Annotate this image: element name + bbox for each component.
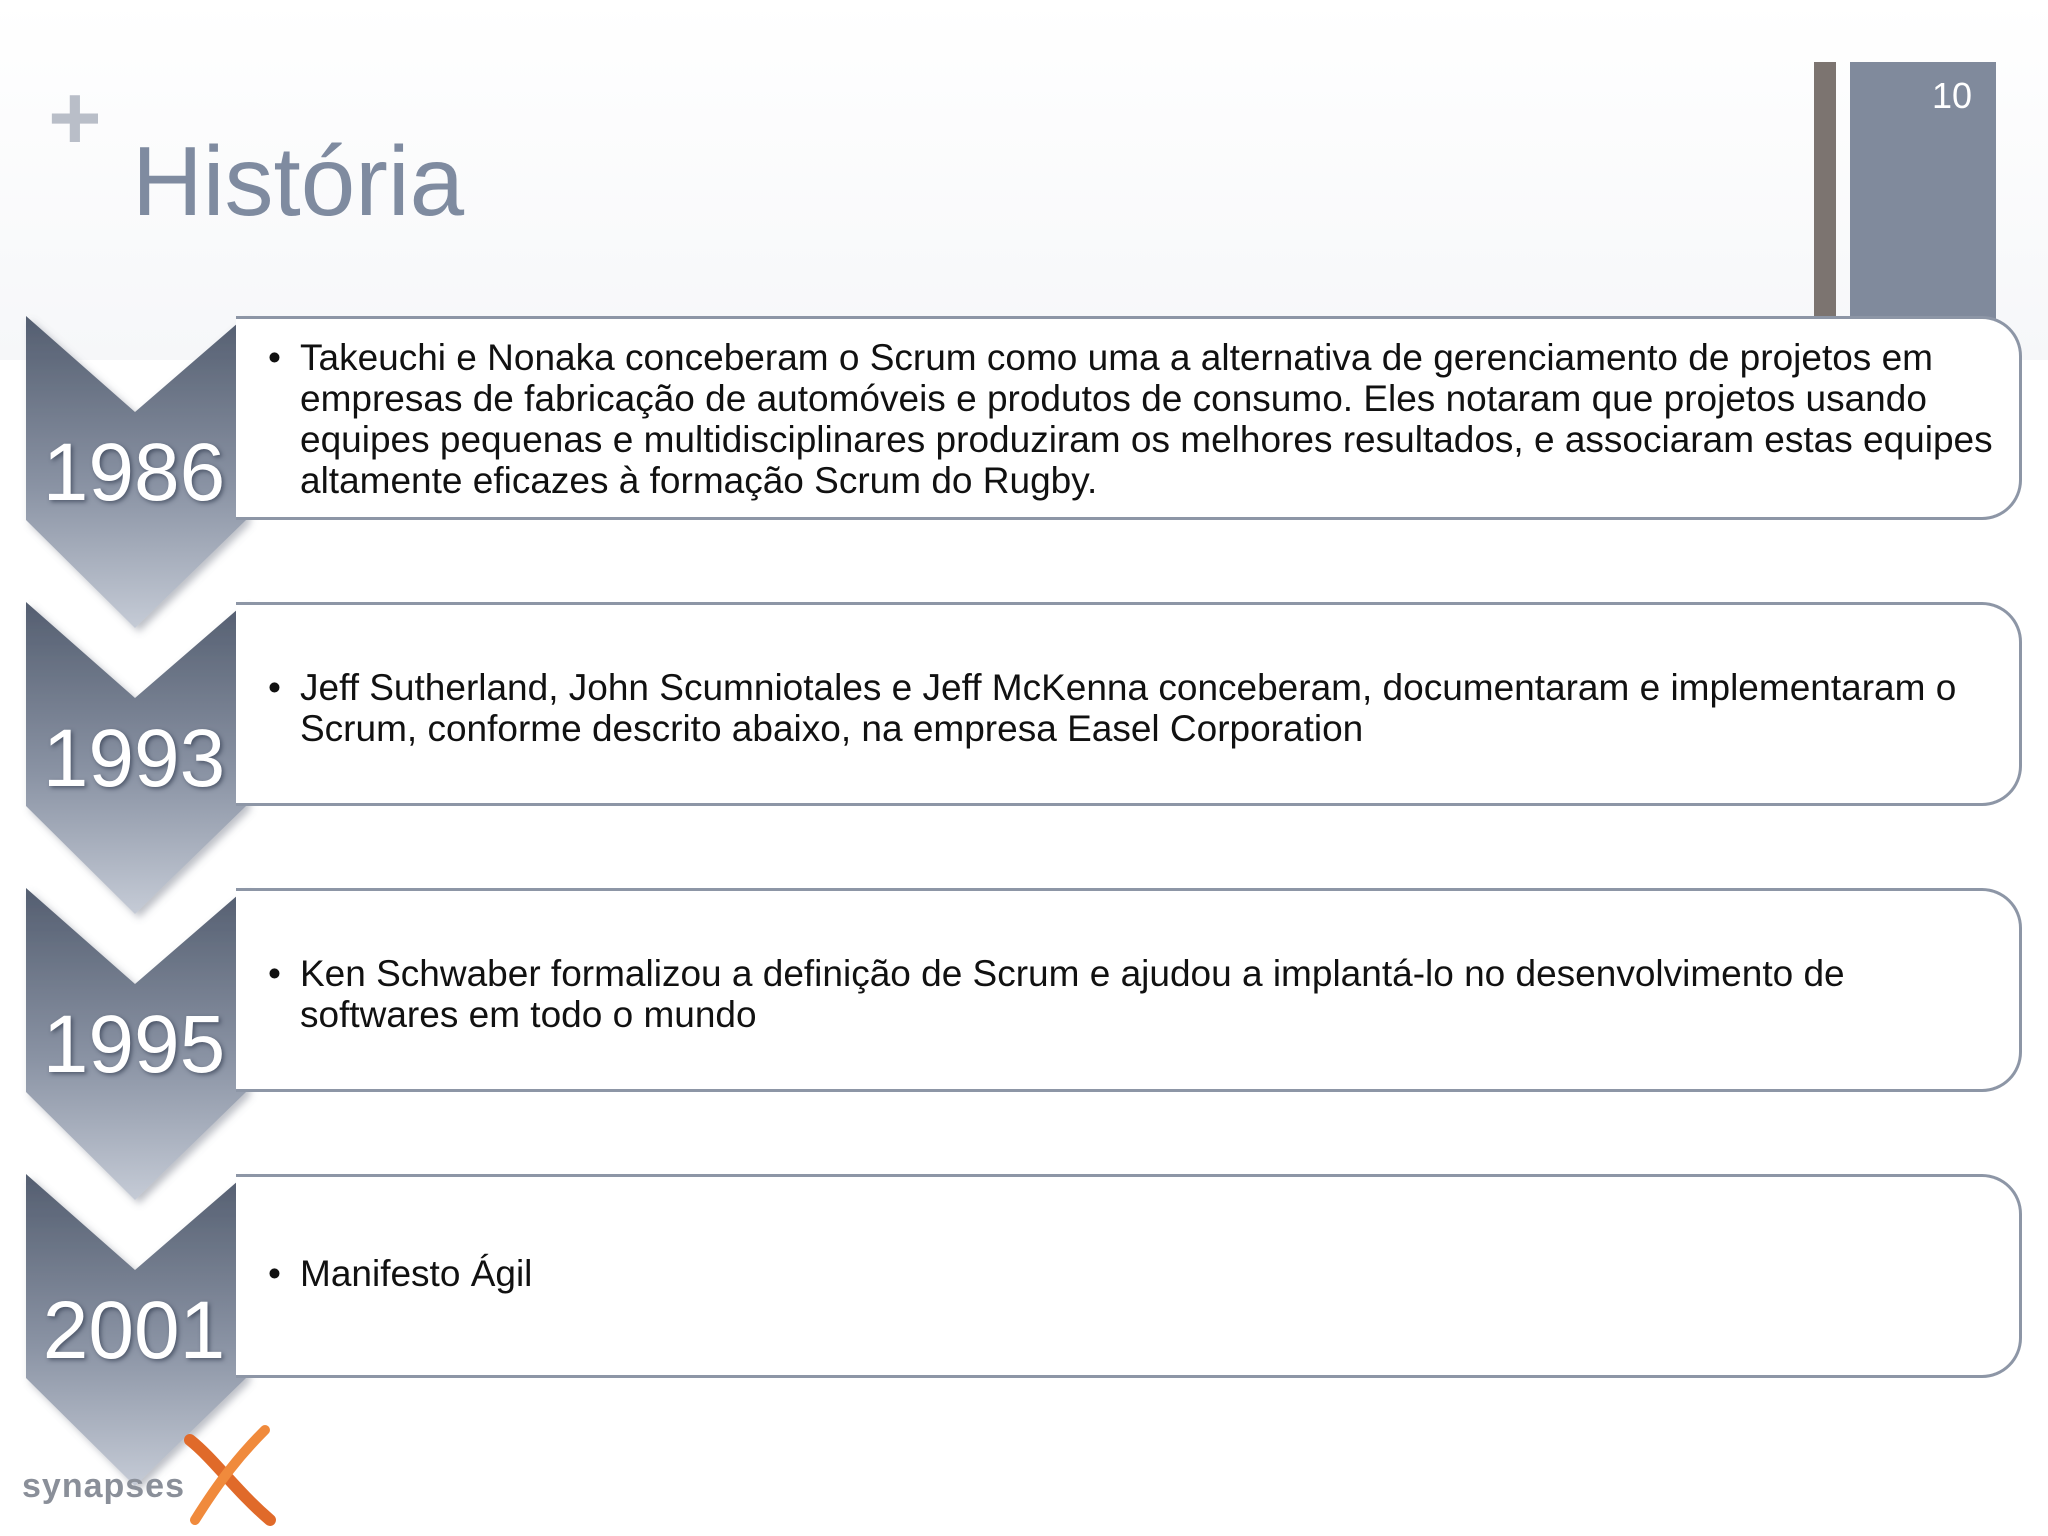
bullet-icon: • xyxy=(268,1253,281,1294)
timeline-card-1995 xyxy=(236,888,2022,1092)
year-label: 2001 xyxy=(42,1285,226,1376)
year-label: 1986 xyxy=(42,427,226,518)
bullet-icon: • xyxy=(268,953,281,994)
bullet-icon: • xyxy=(268,667,281,708)
bullet-icon: • xyxy=(268,337,281,378)
timeline-card-1993 xyxy=(236,602,2022,806)
plus-icon: + xyxy=(48,67,102,169)
synapses-logo-icon xyxy=(180,1420,280,1530)
page-number: 10 xyxy=(1931,75,1972,116)
year-label: 1995 xyxy=(42,999,226,1090)
slide-title: História xyxy=(132,126,465,236)
timeline-text: Ken Schwaber formalizou a definição de Scrum e ajudou a implantá-lo no desenvolvimento de softwares em todo o mundo xyxy=(300,953,1845,1035)
timeline-text: Takeuchi e Nonaka conceberam o Scrum como uma a alternativa de gerenciamento de projetos em empresas de fabricação de automóveis e produtos de consumo. Eles notaram que projetos usando equipes pequenas e multidisciplinares produziram os melhores resultados, e associaram estas equipes altamente eficazes à formação Scrum do Rugby. xyxy=(300,337,1993,501)
timeline-card-2001 xyxy=(236,1174,2022,1378)
year-label: 1993 xyxy=(42,713,226,804)
synapses-logo-text: synapses xyxy=(22,1467,185,1505)
timeline-card-1986 xyxy=(236,316,2022,520)
timeline-text: Manifesto Ágil xyxy=(300,1253,533,1294)
timeline-text: Jeff Sutherland, John Scumniotales e Jeff McKenna conceberam, documentaram e implementaram o Scrum, conforme descrito abaixo, na empresa Easel Corporation xyxy=(300,667,1957,749)
